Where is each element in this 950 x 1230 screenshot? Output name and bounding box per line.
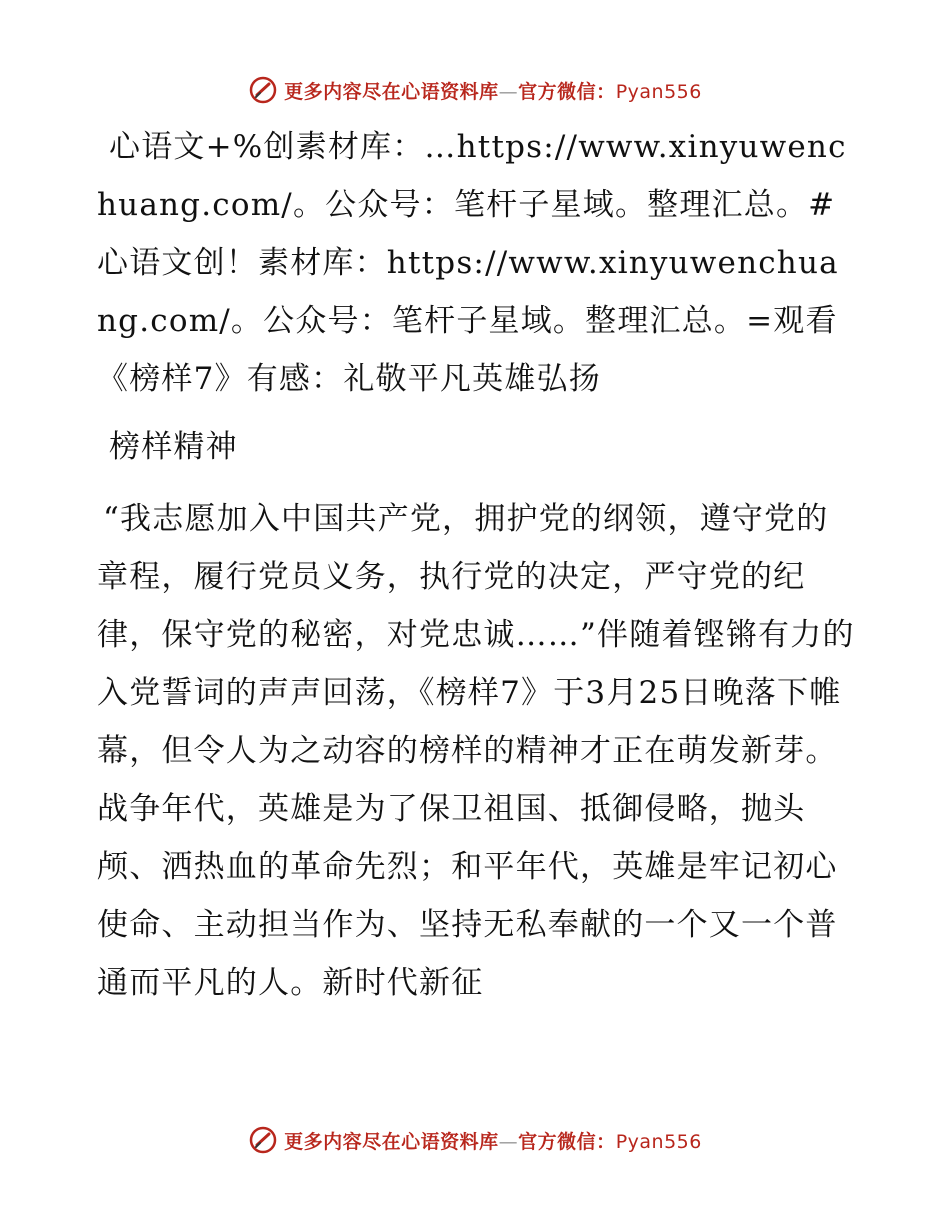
document-body [97,118,857,1012]
header-banner [0,70,950,110]
banner-wechat-id: Pyan556 [615,1130,702,1153]
banner-site-name: 更多内容尽在心语资料库 [284,80,499,103]
section-heading: 榜样精神 [109,429,238,465]
body-paragraph: “我志愿加入中国共产党，拥护党的纲领，遵守党的章程，履行党员义务，执行党的决定，严守党的纪律，保守党的秘密，对党忠诚……”伴随着铿锵有力的入党誓词的声声回荡，《榜样7》于3月25日晚落下帷幕，但令人为之动容的榜样的精神才正在萌发新芽。战争年代，英雄是为了保卫祖国、抵御侵略，抛头颅、洒热血的革命先烈；和平年代，英雄是牢记初心使命、主动担当作为、坚持无私奉献的一个又一个普通而平凡的人。新时代新征 [97,501,855,1001]
banner-text [284,1127,702,1154]
footer-banner [0,1120,950,1160]
banner-dash: — [498,1130,519,1153]
banner-wechat-id: Pyan556 [615,80,702,103]
brand-logo-icon [248,75,278,105]
banner-wechat-label: 官方微信： [518,1130,616,1153]
banner-text [284,77,702,104]
intro-paragraph: 心语文+%创素材库：…https://www.xinyuwenchuang.com/。公众号：笔杆子星域。整理汇总。#心语文创！素材库：https://www.xinyuwenchuang.com/。公众号：笔杆子星域。整理汇总。=观看《榜样7》有感：礼敬平凡英雄弘扬 [97,129,847,397]
banner-dash: — [498,80,519,103]
banner-wechat-label: 官方微信： [518,80,616,103]
brand-logo-icon [248,1125,278,1155]
banner-site-name: 更多内容尽在心语资料库 [284,1130,499,1153]
